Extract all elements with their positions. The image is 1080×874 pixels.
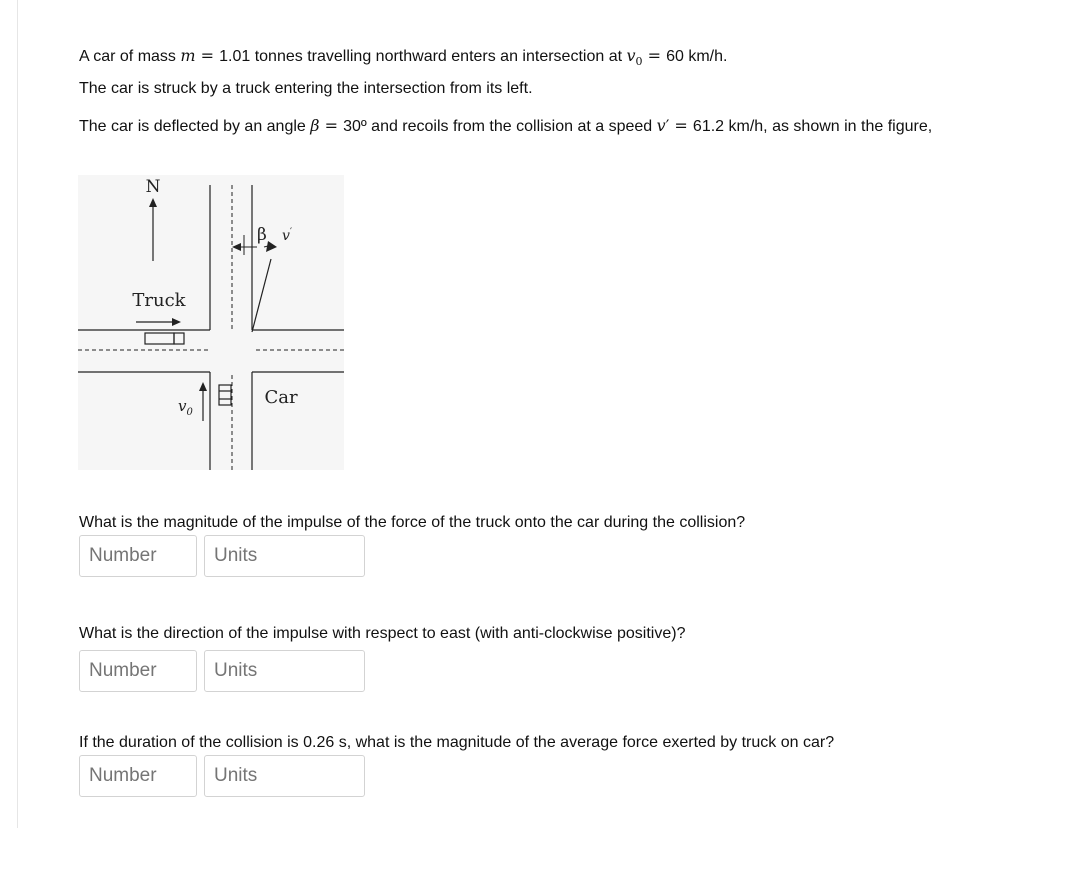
impulse-magnitude-units-input[interactable] bbox=[204, 535, 365, 577]
intersection-figure bbox=[78, 175, 344, 470]
north-arrow-icon bbox=[149, 198, 157, 261]
lane-dividers bbox=[78, 185, 344, 470]
v0-arrow bbox=[199, 382, 207, 421]
question-2-text: What is the direction of the impulse with respect to east (with anti-clockwise positive)? bbox=[79, 625, 686, 642]
impulse-magnitude-number-input[interactable] bbox=[79, 535, 197, 577]
average-force-number-input[interactable] bbox=[79, 755, 197, 797]
truck-icon bbox=[145, 333, 184, 344]
deflection-arrows bbox=[232, 235, 277, 332]
v0-label: $v_0$ bbox=[178, 397, 193, 418]
truck-arrow bbox=[136, 318, 181, 326]
left-border bbox=[17, 0, 18, 828]
impulse-direction-number-input[interactable] bbox=[79, 650, 197, 692]
car-label: Car bbox=[264, 387, 298, 408]
question-1-text: What is the magnitude of the impulse of the force of the truck onto the car during the collision? bbox=[79, 514, 746, 531]
v-prime-label: v′ bbox=[282, 227, 293, 244]
problem-line-2: The car is struck by a truck entering the intersection from its left. bbox=[79, 80, 533, 97]
beta-label: β bbox=[257, 225, 267, 245]
truck-label: Truck bbox=[132, 290, 186, 311]
car-icon bbox=[219, 385, 231, 405]
average-force-units-input[interactable] bbox=[204, 755, 365, 797]
problem-line-3: The car is deflected by an angle β = 30º and recoils from the collision at a speed v′ = 61.2 km/h, as shown in the figure, bbox=[79, 116, 933, 135]
impulse-direction-units-input[interactable] bbox=[204, 650, 365, 692]
question-3-text: If the duration of the collision is 0.26 s, what is the magnitude of the average force exerted by truck on car? bbox=[79, 734, 835, 751]
problem-line-1: A car of mass m = 1.01 tonnes travelling northward enters an intersection at $v_0 = 60$ km/h. bbox=[79, 46, 728, 68]
road-edges bbox=[78, 185, 344, 470]
north-label: N bbox=[145, 177, 161, 197]
